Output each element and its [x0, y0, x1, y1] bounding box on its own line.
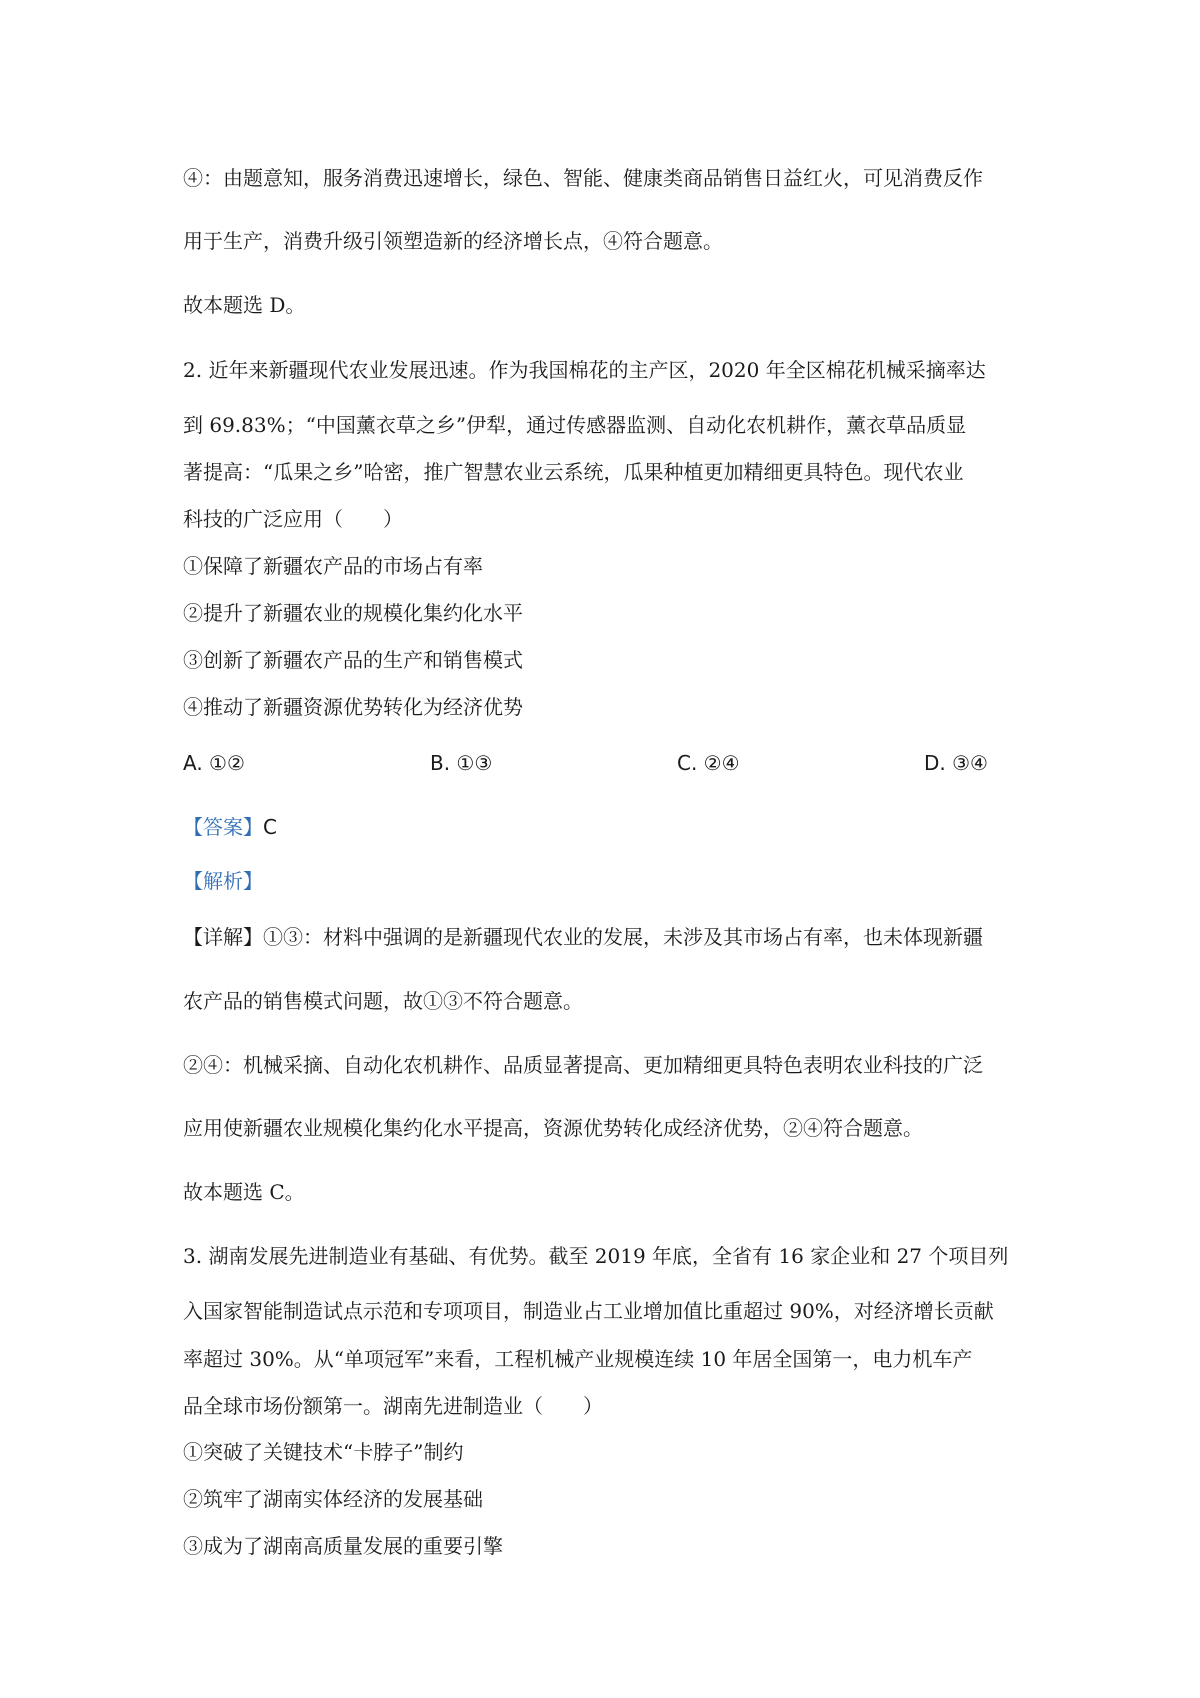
q2-detail-line: ②④：机械采摘、自动化农机耕作、品质显著提高、更加精细更具特色表明农业科技的广泛: [183, 1053, 983, 1077]
answer-tag: 【答案】: [183, 815, 263, 839]
q3-statement-2: ②筑牢了湖南实体经济的发展基础: [183, 1487, 483, 1511]
q2-stem-line: 2. 近年来新疆现代农业发展迅速。作为我国棉花的主产区，2020 年全区棉花机械采摘率达: [183, 358, 986, 382]
q2-stem-line: 到 69.83%；“中国薰衣草之乡”伊犁，通过传感器监测、自动化农机耕作，薰衣草品质显: [183, 413, 967, 437]
q2-analysis-tag: [183, 866, 263, 896]
q2-statement-2: ②提升了新疆农业的规模化集约化水平: [183, 601, 523, 625]
q2-option-d: D. ③④: [924, 751, 988, 775]
analysis-tag: 【解析】: [183, 869, 263, 893]
prev-analysis-line: ④：由题意知，服务消费迅速增长，绿色、智能、健康类商品销售日益红火，可见消费反作: [183, 166, 983, 190]
q3-statement-1: ①突破了关键技术“卡脖子”制约: [183, 1440, 464, 1464]
q3-stem-line: 率超过 30%。从“单项冠军”来看，工程机械产业规模连续 10 年居全国第一，电力机车产: [183, 1347, 973, 1371]
q3-statement-3: ③成为了湖南高质量发展的重要引擎: [183, 1534, 503, 1558]
q2-answer: [183, 812, 277, 842]
q2-stem-line: 著提高：“瓜果之乡”哈密，推广智慧农业云系统，瓜果种植更加精细更具特色。现代农业: [183, 460, 964, 484]
q2-statement-3: ③创新了新疆农产品的生产和销售模式: [183, 648, 523, 672]
q2-option-b: B. ①③: [430, 751, 493, 775]
q3-stem-line: 入国家智能制造试点示范和专项项目，制造业占工业增加值比重超过 90%，对经济增长贡献: [183, 1299, 994, 1323]
q3-stem-line: 3. 湖南发展先进制造业有基础、有优势。截至 2019 年底，全省有 16 家企业和 27 个项目列: [183, 1244, 1009, 1268]
q2-detail-line: 农产品的销售模式问题，故①③不符合题意。: [183, 989, 583, 1013]
q2-statement-1: ①保障了新疆农产品的市场占有率: [183, 554, 483, 578]
prev-conclusion: 故本题选 D。: [183, 293, 306, 317]
q2-detail-line: [183, 922, 983, 952]
q2-stem-line: 科技的广泛应用（ ）: [183, 507, 403, 531]
detail-tag: 【详解】: [183, 925, 263, 949]
prev-analysis-line: 用于生产，消费升级引领塑造新的经济增长点，④符合题意。: [183, 229, 723, 253]
detail-text: ①③：材料中强调的是新疆现代农业的发展，未涉及其市场占有率，也未体现新疆: [263, 925, 983, 949]
q2-detail-line: 应用使新疆农业规模化集约化水平提高，资源优势转化成经济优势，②④符合题意。: [183, 1116, 923, 1140]
q2-option-c: C. ②④: [677, 751, 740, 775]
answer-value: C: [263, 815, 277, 839]
q3-stem-line: 品全球市场份额第一。湖南先进制造业（ ）: [183, 1394, 603, 1418]
q2-conclusion: 故本题选 C。: [183, 1180, 305, 1204]
q2-option-a: A. ①②: [183, 751, 245, 775]
q2-statement-4: ④推动了新疆资源优势转化为经济优势: [183, 695, 523, 719]
